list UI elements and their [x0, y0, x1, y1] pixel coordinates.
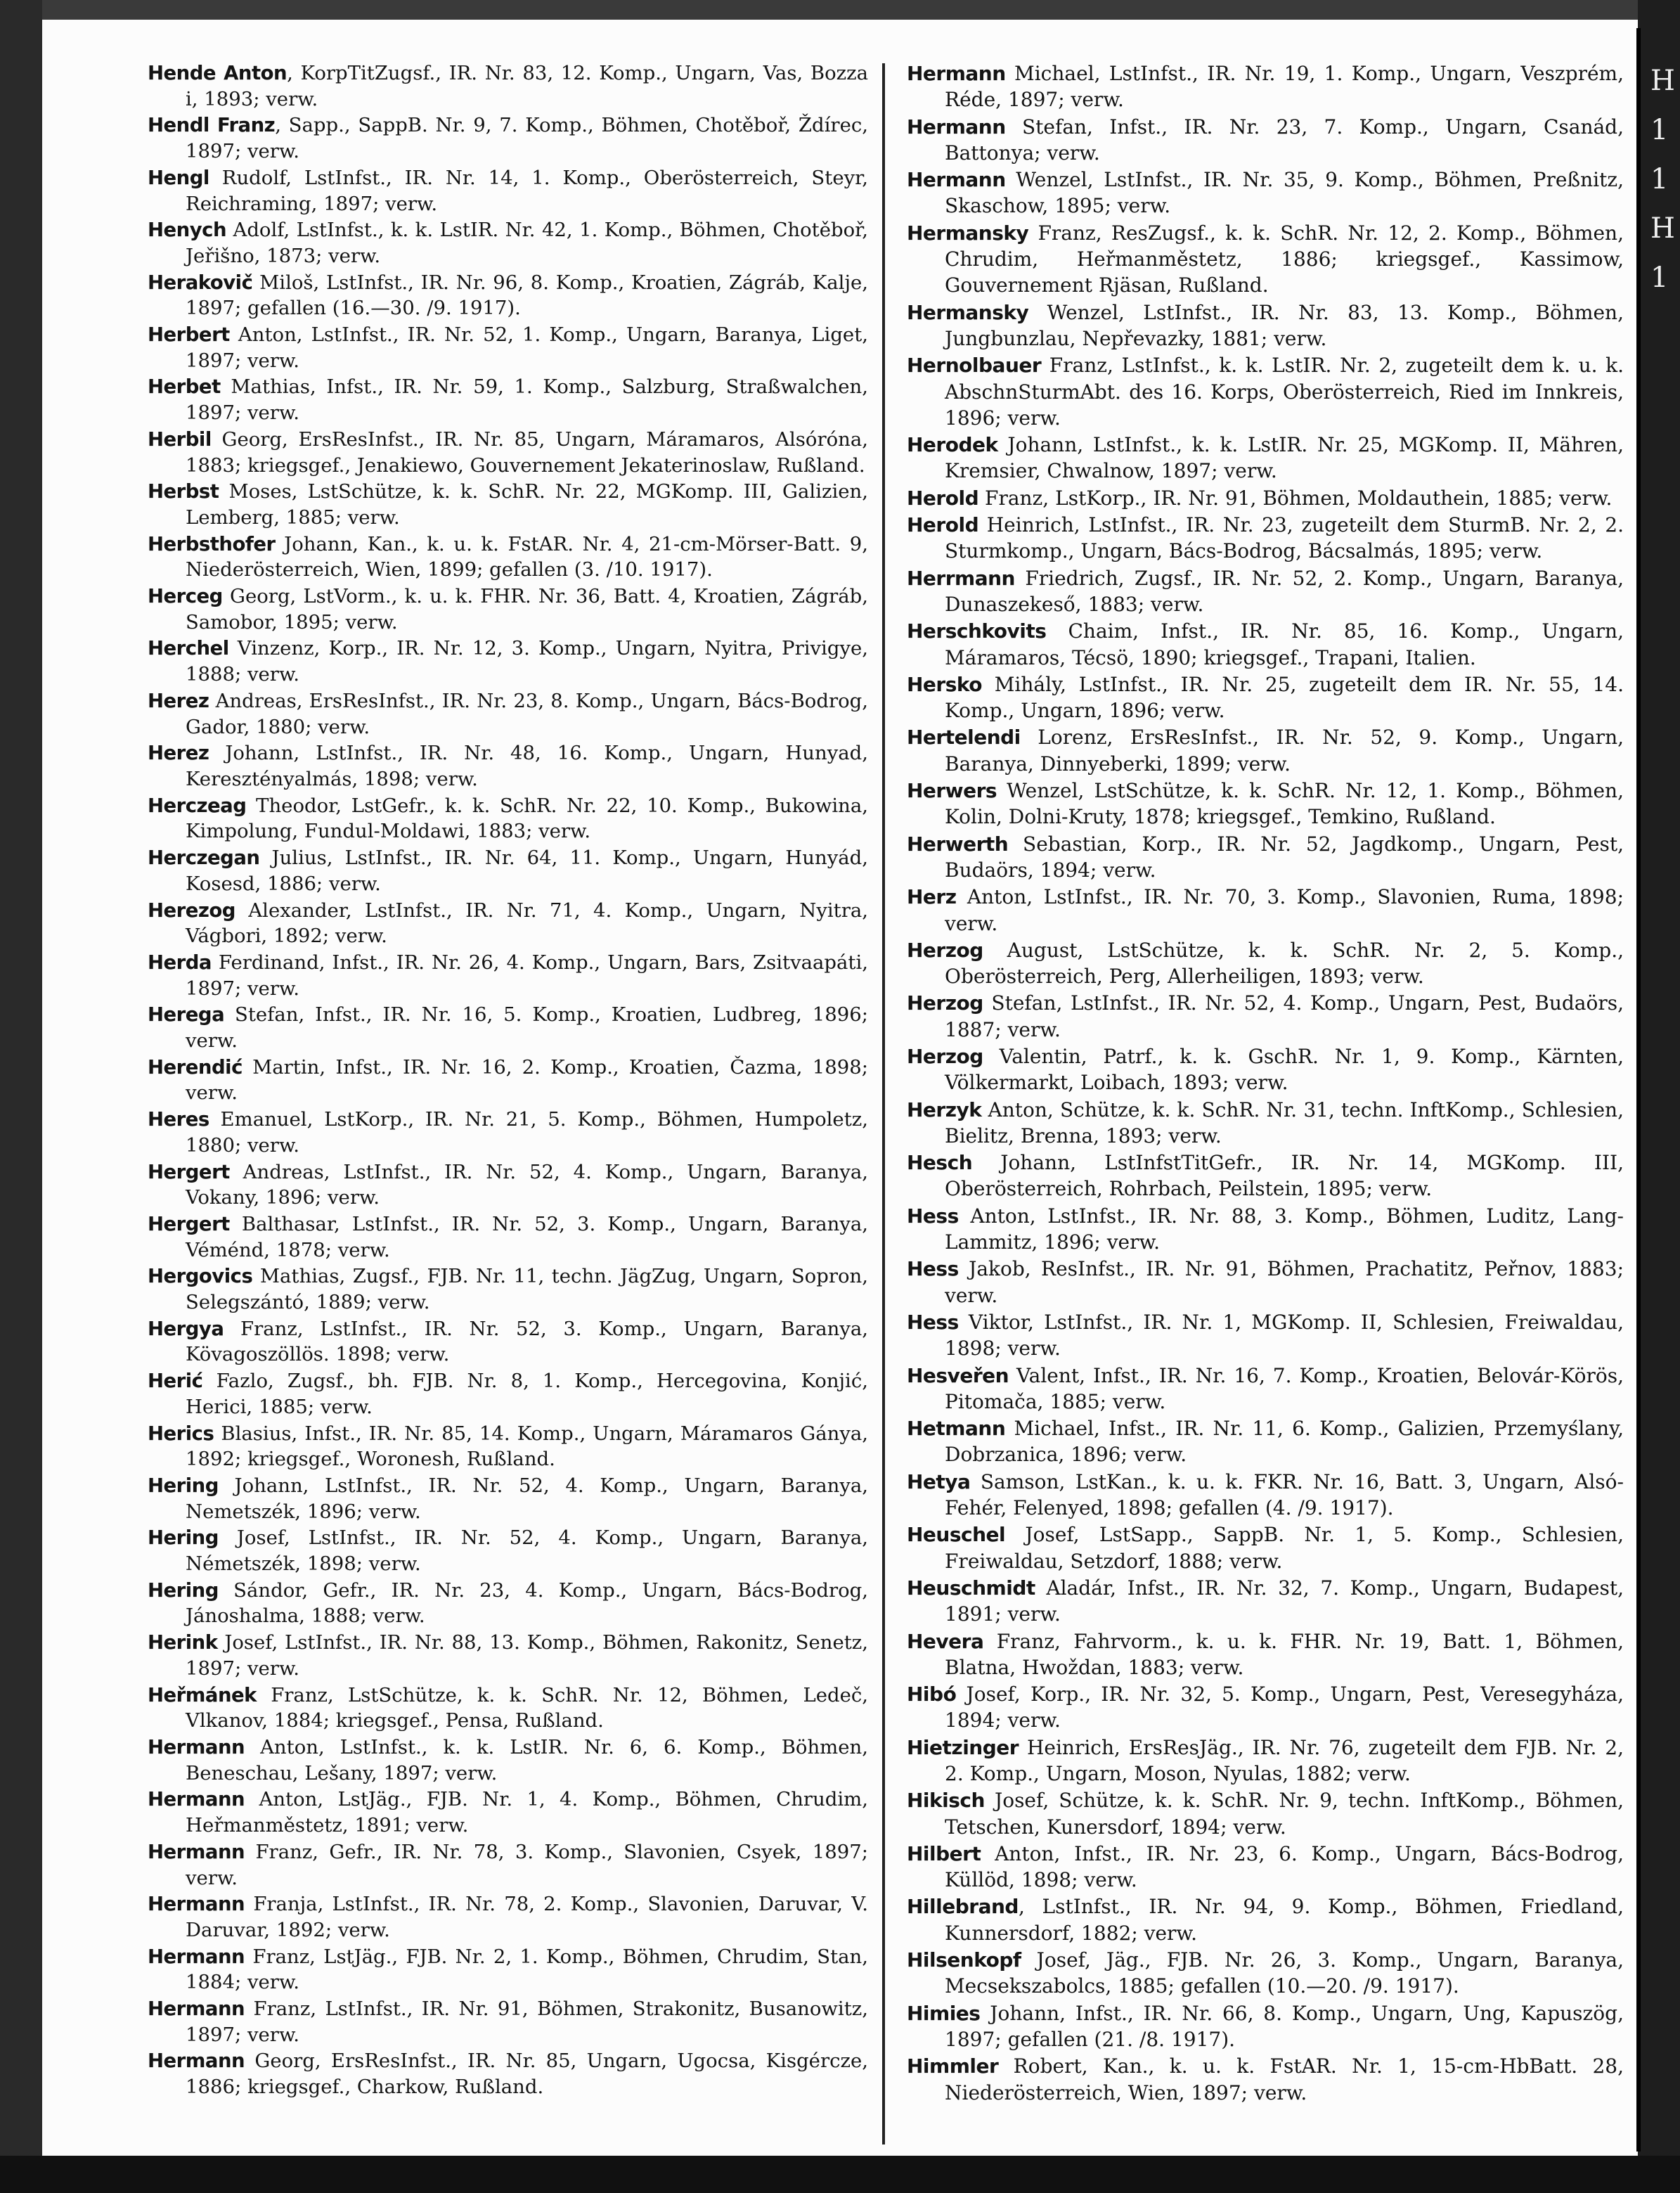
list-item — [907, 220, 1624, 299]
entry-details: Josef, Korp., IR. Nr. 32, 5. Komp., Ungarn, Pest, Veresegyháza, 1894; verw. — [945, 1683, 1624, 1732]
entry-details: Johann, LstInfst., IR. Nr. 52, 4. Komp., Ungarn, Baranya, Nemetszék, 1896; verw. — [186, 1474, 868, 1523]
list-item — [148, 1473, 868, 1524]
entry-surname: Herezog — [148, 899, 235, 922]
entry-details: Franz, Fahrvorm., k. u. k. FHR. Nr. 19, Batt. 1, Böhmen, Blatna, Hwoždan, 1883; verw. — [945, 1629, 1624, 1679]
entry-surname: Herbil — [148, 427, 212, 451]
list-item — [907, 937, 1624, 990]
entry-surname: Hikisch — [907, 1789, 985, 1813]
entry-surname: Hermann — [148, 1998, 245, 2021]
list-item — [907, 884, 1624, 937]
entry-details: Ferdinand, Infst., IR. Nr. 26, 4. Komp., Ungarn, Bars, Zsitvaapáti, 1897; verw. — [186, 951, 868, 1000]
entry-surname: Herics — [148, 1422, 214, 1445]
list-item — [148, 112, 868, 164]
entry-surname: Hesch — [907, 1151, 973, 1175]
entry-details: Mihály, LstInfst., IR. Nr. 25, zugeteilt dem IR. Nr. 55, 14. Komp., Ungarn, 1896; verw. — [945, 672, 1624, 723]
page-border-rule — [1636, 28, 1641, 2152]
entry-details: Josef, LstSapp., SappB. Nr. 1, 5. Komp., Schlesien, Freiwaldau, Setzdorf, 1888; verw. — [945, 1523, 1624, 1573]
entry-surname: Hermann — [148, 1840, 245, 1863]
scan-edge-left — [0, 0, 42, 2193]
entry-surname: Hetya — [907, 1469, 971, 1493]
entry-details: Heinrich, LstInfst., IR. Nr. 23, zugeteilt dem SturmB. Nr. 2, 2. Sturmkomp., Ungarn, Bács-Bodrog, Bácsalmás, 1895; verw. — [945, 513, 1624, 563]
entry-surname: Herrmann — [907, 566, 1015, 590]
list-item — [148, 1263, 868, 1315]
entry-surname: Heřmánek — [148, 1683, 257, 1706]
entry-surname: Herić — [148, 1370, 203, 1393]
list-item — [907, 778, 1624, 830]
list-item — [148, 1055, 868, 1106]
entry-surname: Heres — [148, 1108, 209, 1131]
entry-surname: Hilbert — [907, 1841, 981, 1865]
right-column — [907, 60, 1624, 2107]
list-item — [907, 1947, 1624, 2000]
entry-surname: Herakovič — [148, 271, 253, 294]
list-item — [907, 114, 1624, 167]
entry-surname: Herchel — [148, 637, 229, 660]
entry-details: Adolf, LstInfst., k. k. LstIR. Nr. 42, 1. Komp., Böhmen, Chotěboř, Jeřišno, 1873; verw. — [186, 219, 868, 267]
list-item — [148, 1578, 868, 1629]
list-item — [907, 724, 1624, 777]
left-column — [148, 60, 868, 2101]
entry-surname: Herbet — [148, 375, 221, 399]
entry-surname: Hende Anton — [148, 62, 287, 84]
list-item — [148, 1996, 868, 2047]
entry-details: Stefan, Infst., IR. Nr. 23, 7. Komp., Ungarn, Csanád, Battonya; verw. — [945, 115, 1624, 165]
entry-details: , KorpTitZugsf., IR. Nr. 83, 12. Komp., Ungarn, Vas, Bozza i, 1893; verw. — [186, 62, 868, 110]
entry-details: Josef, LstInfst., IR. Nr. 52, 4. Komp., Ungarn, Baranya, Németszék, 1898; verw. — [186, 1526, 868, 1576]
list-item — [148, 1787, 868, 1838]
entry-surname: Hering — [148, 1526, 219, 1550]
entry-surname: Hevera — [907, 1629, 984, 1653]
entry-surname: Heuschel — [907, 1523, 1006, 1547]
list-item — [148, 898, 868, 949]
entry-surname: Herbsthofer — [148, 532, 276, 555]
list-item — [148, 1421, 868, 1472]
entry-surname: Hetmann — [907, 1417, 1006, 1441]
list-item — [148, 1630, 868, 1681]
entry-details: Johann, LstInfst., IR. Nr. 48, 16. Komp., Ungarn, Hunyad, Keresztényalmás, 1898; verw. — [186, 742, 868, 790]
entry-details: Josef, Jäg., FJB. Nr. 26, 3. Komp., Ungarn, Baranya, Mecsekszabolcs, 1885; gefallen (10.—20. /9. 1917). — [945, 1948, 1624, 1998]
entry-surname: Herzog — [907, 1044, 983, 1068]
list-item — [907, 618, 1624, 671]
list-item — [907, 432, 1624, 484]
list-item — [907, 1363, 1624, 1415]
list-item — [148, 1839, 868, 1891]
entry-details: Heinrich, ErsResJäg., IR. Nr. 76, zugeteilt dem FJB. Nr. 2, 2. Komp., Ungarn, Moson, Nyulas, 1882; verw. — [945, 1735, 1624, 1785]
list-item — [148, 740, 868, 792]
list-item — [148, 1525, 868, 1576]
entry-surname: Hermann — [907, 168, 1006, 192]
entry-details: Anton, Infst., IR. Nr. 23, 6. Komp., Ungarn, Bács-Bodrog, Küllöd, 1898; verw. — [945, 1841, 1624, 1892]
entry-details: Emanuel, LstKorp., IR. Nr. 21, 5. Komp., Böhmen, Humpoletz, 1880; verw. — [186, 1108, 868, 1157]
entry-surname: Hibó — [907, 1683, 957, 1706]
list-item — [907, 512, 1624, 565]
scan-edge-bottom — [0, 2156, 1680, 2193]
list-item — [907, 1203, 1624, 1256]
entry-surname: Herbst — [148, 480, 219, 503]
entry-details: Josef, LstInfst., IR. Nr. 88, 13. Komp., Böhmen, Rakonitz, Senetz, 1897; verw. — [186, 1631, 868, 1680]
entry-surname: Hersko — [907, 672, 983, 696]
list-item — [907, 1043, 1624, 1096]
entry-details: Franz, Gefr., IR. Nr. 78, 3. Komp., Slavonien, Csyek, 1897; verw. — [186, 1840, 868, 1889]
list-item — [907, 1787, 1624, 1840]
list-item — [148, 322, 868, 373]
entry-details: Mathias, Zugsf., FJB. Nr. 11, techn. JägZug, Ungarn, Sopron, Selegszántó, 1889; verw. — [186, 1265, 868, 1314]
entry-surname: Herold — [907, 486, 979, 510]
entry-details: Franz, LstKorp., IR. Nr. 91, Böhmen, Moldauthein, 1885; verw. — [978, 486, 1613, 510]
entry-surname: Hermansky — [907, 221, 1029, 245]
entry-surname: Hillebrand — [907, 1895, 1019, 1919]
entry-details: Josef, Schütze, k. k. SchR. Nr. 9, techn. InftKomp., Böhmen, Tetschen, Kunersdorf, 1894; verw. — [945, 1789, 1624, 1839]
list-item — [907, 167, 1624, 219]
list-item — [148, 1316, 868, 1368]
list-item — [907, 2053, 1624, 2106]
entry-details: Anton, LstInfst., IR. Nr. 70, 3. Komp., Slavonien, Ruma, 1898; verw. — [945, 885, 1624, 935]
entry-surname: Hengl — [148, 166, 209, 189]
entry-details: Jakob, ResInfst., IR. Nr. 91, Böhmen, Prachatitz, Peřnov, 1883; verw. — [945, 1257, 1624, 1307]
entry-details: Moses, LstSchütze, k. k. SchR. Nr. 22, MGKomp. III, Galizien, Lemberg, 1885; verw. — [186, 480, 868, 529]
entry-surname: Hermann — [148, 2050, 245, 2073]
list-item — [907, 1256, 1624, 1308]
entry-details: Andreas, ErsResInfst., IR. Nr. 23, 8. Komp., Ungarn, Bács-Bodrog, Gador, 1880; verw. — [186, 689, 868, 738]
list-item — [148, 1683, 868, 1734]
margin-fragment: H — [1650, 65, 1675, 97]
list-item — [907, 1469, 1624, 1522]
list-item — [907, 1309, 1624, 1362]
entry-surname: Hergert — [148, 1160, 230, 1183]
list-item — [907, 671, 1624, 724]
list-item — [907, 485, 1624, 511]
entry-surname: Herz — [907, 885, 957, 909]
entry-surname: Hergya — [148, 1317, 224, 1340]
entry-details: Georg, ErsResInfst., IR. Nr. 85, Ungarn, Ugocsa, Kisgércze, 1886; kriegsgef., Charkow, Rußland. — [186, 2050, 868, 2099]
list-item — [907, 831, 1624, 884]
entry-details: Sándor, Gefr., IR. Nr. 23, 4. Komp., Ungarn, Bács-Bodrog, Jánoshalma, 1888; verw. — [186, 1578, 868, 1628]
entry-surname: Herodek — [907, 433, 998, 457]
entry-surname: Hess — [907, 1257, 959, 1281]
entry-details: Wenzel, LstInfst., IR. Nr. 35, 9. Komp., Böhmen, Preßnitz, Skaschow, 1895; verw. — [945, 168, 1624, 218]
list-item — [907, 990, 1624, 1043]
entry-details: Anton, LstInfst., IR. Nr. 88, 3. Komp., Böhmen, Luditz, Lang-Lammitz, 1896; verw. — [945, 1204, 1624, 1254]
entry-surname: Hietzinger — [907, 1735, 1019, 1759]
entry-surname: Hernolbauer — [907, 354, 1042, 378]
entry-surname: Hering — [148, 1578, 219, 1602]
list-item — [148, 374, 868, 425]
list-item — [148, 793, 868, 844]
entry-details: Rudolf, LstInfst., IR. Nr. 14, 1. Komp., Oberösterreich, Steyr, Reichraming, 1897; verw. — [186, 166, 868, 215]
scan-edge-top — [0, 0, 1680, 20]
margin-fragment: 1 — [1650, 114, 1669, 146]
entry-details: Chaim, Infst., IR. Nr. 85, 16. Komp., Ungarn, Máramaros, Técsö, 1890; kriegsgef., Trapani, Italien. — [945, 619, 1624, 669]
entry-details: Miloš, LstInfst., IR. Nr. 96, 8. Komp., Kroatien, Zágráb, Kalje, 1897; gefallen (16.—30. /9. 1917). — [186, 271, 868, 320]
entry-details: Johann, Kan., k. u. k. FstAR. Nr. 4, 21-cm-Mörser-Batt. 9, Niederösterreich, Wien, 1899; gefallen (3. /10. 1917). — [186, 532, 868, 581]
list-item — [148, 950, 868, 1001]
entry-details: , LstInfst., IR. Nr. 94, 9. Komp., Böhmen, Friedland, Kunnersdorf, 1882; verw. — [945, 1895, 1624, 1945]
entry-details: Franja, LstInfst., IR. Nr. 78, 2. Komp., Slavonien, Daruvar, V. Daruvar, 1892; verw. — [186, 1893, 868, 1941]
entry-surname: Hesveřen — [907, 1363, 1009, 1387]
entry-details: Stefan, Infst., IR. Nr. 16, 5. Komp., Kroatien, Ludbreg, 1896; verw. — [186, 1003, 868, 1053]
entry-details: Blasius, Infst., IR. Nr. 85, 14. Komp., Ungarn, Máramaros Gánya, 1892; kriegsgef., Woronesh, Rußland. — [186, 1422, 868, 1471]
list-item — [148, 165, 868, 217]
entry-details: Johann, LstInfstTitGefr., IR. Nr. 14, MGKomp. III, Oberösterreich, Rohrbach, Peilstein, 1895; verw. — [945, 1151, 1624, 1201]
entry-details: Vinzenz, Korp., IR. Nr. 12, 3. Komp., Ungarn, Nyitra, Privigye, 1888; verw. — [186, 637, 868, 686]
entry-surname: Herczeag — [148, 794, 247, 817]
list-item — [907, 1097, 1624, 1150]
entry-details: Lorenz, ErsResInfst., IR. Nr. 52, 9. Komp., Ungarn, Baranya, Dinnyeberki, 1899; verw. — [945, 726, 1624, 776]
entry-surname: Hergovics — [148, 1265, 253, 1288]
list-item — [907, 1575, 1624, 1628]
margin-fragment: 1 — [1650, 163, 1669, 195]
list-item — [148, 1211, 868, 1263]
list-item — [148, 1368, 868, 1420]
entry-surname: Herzog — [907, 991, 983, 1015]
entry-surname: Herold — [907, 513, 979, 537]
entry-surname: Herzyk — [907, 1098, 982, 1121]
list-item — [148, 636, 868, 687]
entry-details: Michael, LstInfst., IR. Nr. 19, 1. Komp., Ungarn, Veszprém, Réde, 1897; verw. — [945, 62, 1624, 112]
entry-details: Anton, Schütze, k. k. SchR. Nr. 31, techn. InftKomp., Schlesien, Bielitz, Brenna, 1893; verw. — [945, 1098, 1624, 1147]
entry-details: Franz, LstInfst., IR. Nr. 52, 3. Komp., Ungarn, Baranya, Kövagoszöllös. 1898; verw. — [186, 1317, 868, 1366]
list-item — [148, 270, 868, 321]
entry-details: Andreas, LstInfst., IR. Nr. 52, 4. Komp., Ungarn, Baranya, Vokany, 1896; verw. — [186, 1160, 868, 1209]
entry-details: Franz, LstInfst., k. k. LstIR. Nr. 2, zugeteilt dem k. u. k. AbschnSturmAbt. des 16. Korps, Oberösterreich, Ried im Innkreis, 1896; verw. — [945, 354, 1624, 430]
list-item — [907, 1628, 1624, 1681]
entry-surname: Hering — [148, 1474, 219, 1497]
list-item — [148, 1735, 868, 1786]
list-item — [907, 1415, 1624, 1468]
list-item — [907, 1841, 1624, 1893]
entry-details: Franz, ResZugsf., k. k. SchR. Nr. 12, 2. Komp., Böhmen, Chrudim, Heřmanměstetz, 1886; kriegsgef., Kassimow, Gouvernement Rjäsan, Rußland. — [945, 221, 1624, 297]
entry-surname: Herda — [148, 951, 212, 974]
entry-details: Wenzel, LstSchütze, k. k. SchR. Nr. 12, 1. Komp., Böhmen, Kolin, Dolni-Kruty, 1878; kriegsgef., Temkino, Rußland. — [945, 779, 1624, 829]
entry-details: Friedrich, Zugsf., IR. Nr. 52, 2. Komp., Ungarn, Baranya, Dunaszekeső, 1883; verw. — [945, 566, 1624, 616]
entry-details: Stefan, LstInfst., IR. Nr. 52, 4. Komp., Ungarn, Pest, Budaörs, 1887; verw. — [945, 991, 1624, 1041]
entry-surname: Himies — [907, 2001, 981, 2025]
list-item — [907, 565, 1624, 618]
list-item — [907, 1735, 1624, 1787]
entry-details: Anton, LstInfst., k. k. LstIR. Nr. 6, 6. Komp., Böhmen, Beneschau, Lešany, 1897; verw. — [186, 1736, 868, 1784]
entry-details: Sebastian, Korp., IR. Nr. 52, Jagdkomp., Ungarn, Pest, Budaörs, 1894; verw. — [945, 832, 1624, 882]
entry-details: Franz, LstInfst., IR. Nr. 91, Böhmen, Strakonitz, Busanowitz, 1897; verw. — [186, 1998, 868, 2046]
entry-surname: Heuschmidt — [907, 1576, 1035, 1600]
entry-details: Mathias, Infst., IR. Nr. 59, 1. Komp., Salzburg, Straßwalchen, 1897; verw. — [186, 375, 868, 425]
entry-details: Martin, Infst., IR. Nr. 16, 2. Komp., Kroatien, Čazma, 1898; verw. — [186, 1055, 868, 1105]
entry-details: Georg, ErsResInfst., IR. Nr. 85, Ungarn, Máramaros, Alsóróna, 1883; kriegsgef., Jenakiewo, Gouvernement Jekaterinoslaw, Rußland. — [186, 427, 868, 477]
entry-surname: Hermann — [907, 115, 1006, 139]
entry-details: Johann, Infst., IR. Nr. 66, 8. Komp., Ungarn, Ung, Kapuszög, 1897; gefallen (21. /8. 1917). — [945, 2001, 1624, 2051]
list-item — [148, 427, 868, 478]
entry-surname: Herwers — [907, 779, 997, 803]
entry-details: Valentin, Patrf., k. k. GschR. Nr. 1, 9. Komp., Kärnten, Völkermarkt, Loibach, 1893; verw. — [945, 1044, 1624, 1095]
entry-surname: Henych — [148, 219, 227, 242]
entry-surname: Herega — [148, 1003, 225, 1027]
entry-surname: Hermann — [148, 1893, 245, 1916]
entry-surname: Herczegan — [148, 847, 260, 870]
entry-details: Anton, LstJäg., FJB. Nr. 1, 4. Komp., Böhmen, Chrudim, Heřmanměstetz, 1891; verw. — [186, 1788, 868, 1837]
entry-details: Franz, LstSchütze, k. k. SchR. Nr. 12, Böhmen, Ledeč, Vlkanov, 1884; kriegsgef., Pensa, Rußland. — [186, 1683, 868, 1732]
list-item — [907, 2000, 1624, 2053]
entry-surname: Herink — [148, 1631, 218, 1654]
entry-surname: Hergert — [148, 1212, 230, 1235]
entry-details: Michael, Infst., IR. Nr. 11, 6. Komp., Galizien, Przemyślany, Dobrzanica, 1896; verw. — [945, 1417, 1624, 1467]
list-item — [148, 1891, 868, 1943]
entry-details: Valent, Infst., IR. Nr. 16, 7. Komp., Kroatien, Belovár-Körös, Pitomača, 1885; verw. — [945, 1363, 1624, 1413]
list-item — [148, 60, 868, 112]
entry-details: Fazlo, Zugsf., bh. FJB. Nr. 8, 1. Komp., Hercegovina, Konjić, Herici, 1885; verw. — [186, 1370, 868, 1418]
entry-details: Johann, LstInfst., k. k. LstIR. Nr. 25, MGKomp. II, Mähren, Kremsier, Chwalnow, 1897; verw. — [945, 433, 1624, 483]
entry-surname: Hilsenkopf — [907, 1948, 1021, 1972]
entry-surname: Hermann — [148, 1945, 245, 1968]
list-item — [148, 217, 868, 269]
entry-surname: Hermann — [148, 1736, 245, 1758]
entry-surname: Hermann — [148, 1788, 245, 1811]
entry-surname: Herendić — [148, 1055, 243, 1079]
entry-details: Samson, LstKan., k. u. k. FKR. Nr. 16, Batt. 3, Ungarn, Alsó-Fehér, Felenyed, 1898; gefallen (4. /9. 1917). — [945, 1469, 1624, 1520]
entry-details: Julius, LstInfst., IR. Nr. 64, 11. Komp., Ungarn, Hunyád, Kosesd, 1886; verw. — [186, 847, 868, 895]
entry-surname: Herbert — [148, 323, 230, 347]
entry-surname: Herez — [148, 742, 209, 765]
column-divider — [882, 63, 885, 2144]
entry-surname: Herceg — [148, 585, 223, 608]
entry-details: August, LstSchütze, k. k. SchR. Nr. 2, 5. Komp., Oberösterreich, Perg, Allerheiligen, 1893; verw. — [945, 938, 1624, 989]
margin-fragment: H — [1650, 212, 1675, 245]
list-item — [148, 1002, 868, 1053]
entry-details: Robert, Kan., k. u. k. FstAR. Nr. 1, 15-cm-HbBatt. 28, Niederösterreich, Wien, 1897; verw. — [945, 2054, 1624, 2104]
entry-details: Alexander, LstInfst., IR. Nr. 71, 4. Komp., Ungarn, Nyitra, Vágbori, 1892; verw. — [186, 899, 868, 948]
entry-details: Wenzel, LstInfst., IR. Nr. 83, 13. Komp., Böhmen, Jungbunzlau, Nepřevazky, 1881; verw. — [945, 300, 1624, 350]
entry-details: Franz, LstJäg., FJB. Nr. 2, 1. Komp., Böhmen, Chrudim, Stan, 1884; verw. — [186, 1945, 868, 1994]
entry-details: Georg, LstVorm., k. u. k. FHR. Nr. 36, Batt. 4, Kroatien, Zágráb, Samobor, 1895; verw. — [186, 585, 868, 634]
entry-surname: Hertelendi — [907, 726, 1021, 750]
entry-surname: Himmler — [907, 2054, 999, 2078]
list-item — [148, 845, 868, 896]
entry-surname: Herwerth — [907, 832, 1009, 856]
list-item — [148, 584, 868, 635]
entry-surname: Hermann — [907, 62, 1006, 85]
list-item — [148, 479, 868, 530]
entry-surname: Hess — [907, 1204, 959, 1228]
list-item — [907, 300, 1624, 352]
list-item — [907, 60, 1624, 113]
entry-surname: Herzog — [907, 938, 983, 962]
entry-surname: Hendl Franz — [148, 114, 276, 137]
list-item — [148, 688, 868, 740]
entry-surname: Hess — [907, 1310, 959, 1334]
list-item — [907, 1893, 1624, 1946]
list-item — [148, 532, 868, 583]
entry-details: Aladár, Infst., IR. Nr. 32, 7. Komp., Ungarn, Budapest, 1891; verw. — [945, 1576, 1624, 1626]
list-item — [907, 352, 1624, 431]
entry-details: Theodor, LstGefr., k. k. SchR. Nr. 22, 10. Komp., Bukowina, Kimpolung, Fundul-Moldawi, 1883; verw. — [186, 794, 868, 843]
list-item — [907, 1522, 1624, 1574]
entry-details: Anton, LstInfst., IR. Nr. 52, 1. Komp., Ungarn, Baranya, Liget, 1897; verw. — [186, 323, 868, 372]
next-page-fragment — [1650, 56, 1674, 492]
entry-surname: Hermansky — [907, 300, 1029, 324]
list-item — [907, 1150, 1624, 1202]
list-item — [148, 2048, 868, 2099]
list-item — [148, 1107, 868, 1158]
entry-surname: Herez — [148, 689, 209, 712]
margin-fragment: 1 — [1650, 262, 1669, 294]
entry-details: Viktor, LstInfst., IR. Nr. 1, MGKomp. II, Schlesien, Freiwaldau, 1898; verw. — [945, 1310, 1624, 1361]
list-item — [148, 1159, 868, 1211]
list-item — [907, 1681, 1624, 1734]
entry-details: , Sapp., SappB. Nr. 9, 7. Komp., Böhmen, Chotěboř, Ždírec, 1897; verw. — [186, 114, 868, 163]
list-item — [148, 1944, 868, 1995]
entry-details: Balthasar, LstInfst., IR. Nr. 52, 3. Komp., Ungarn, Baranya, Véménd, 1878; verw. — [186, 1212, 868, 1261]
entry-surname: Herschkovits — [907, 619, 1047, 643]
